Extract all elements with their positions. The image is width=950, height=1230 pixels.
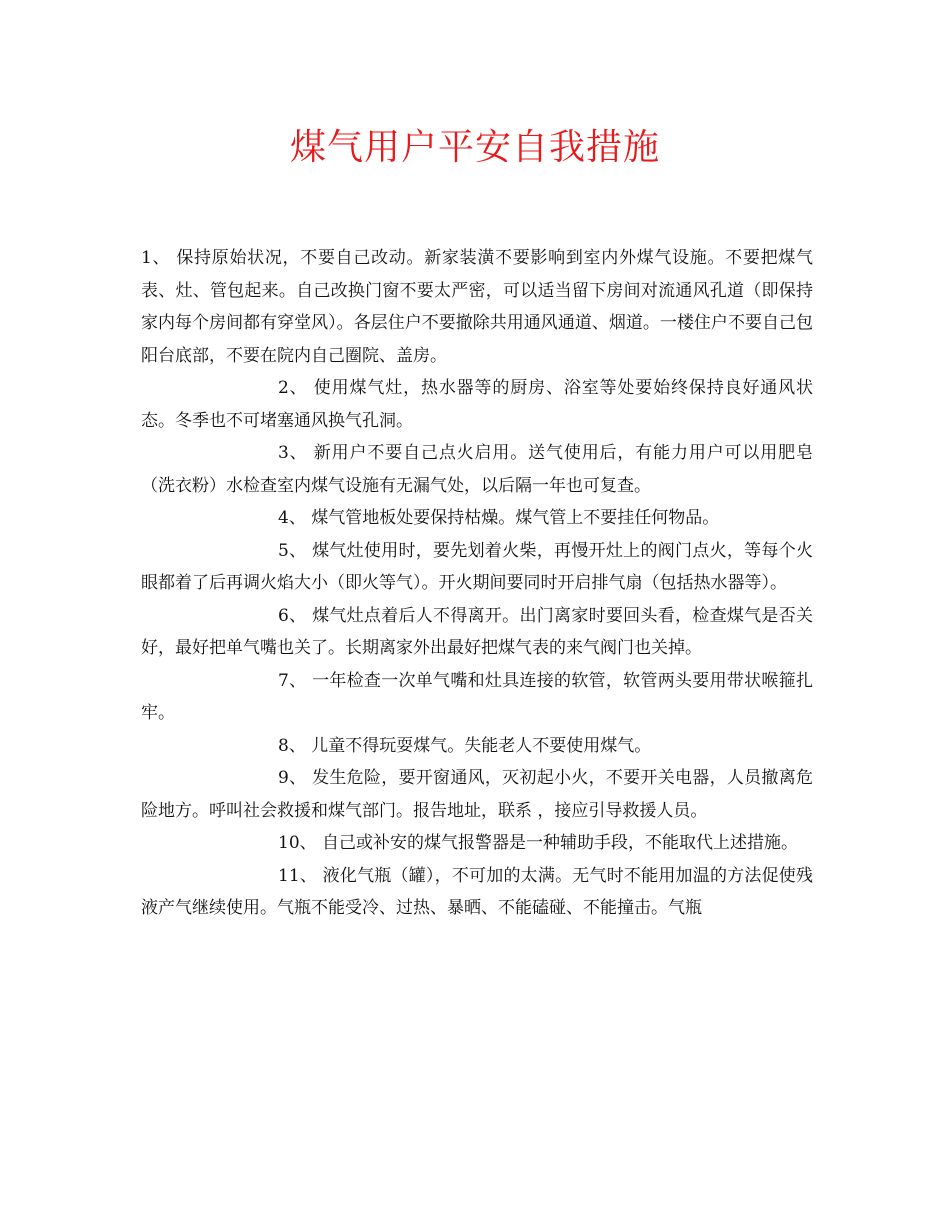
document-title: 煤气用户平安自我措施	[289, 127, 660, 168]
paragraph-11: 11、 液化气瓶（罐），不可加的太满。无气时不能用加温的方法促使残液产气继续使用。气瓶不能受冷、过热、暴晒、不能磕碰、不能撞击。气瓶	[141, 865, 813, 918]
paragraph-9: 9、 发生危险，要开窗通风，灭初起小火，不要开关电器，人员撤离危险地方。呼叫社会救援和煤气部门。报告地址，联系 ，接应引导救援人员。	[141, 768, 813, 821]
paragraph-1: 1、 保持原始状况，不要自己改动。新家装潢不要影响到室内外煤气设施。不要把煤气表、灶、管包起来。自己改换门窗不要太严密，可以适当留下房间对流通风孔道（即保持家内每个房间都有穿堂风）。各层住户不要撤除共用通风通道、烟道。一楼住户不要自己包阳台底部，不要在院内自己圈院、盖房。	[141, 248, 813, 366]
paragraph-2: 2、 使用煤气灶，热水器等的厨房、浴室等处要始终保持良好通风状态。冬季也不可堵塞通风换气孔洞。	[141, 378, 813, 431]
paragraph-10: 10、 自己或补安的煤气报警器是一种辅助手段，不能取代上述措施。	[278, 833, 799, 853]
paragraph-3: 3、 新用户不要自己点火启用。送气使用后，有能力用户可以用肥皂（洗衣粉）水检查室内煤气设施有无漏气处，以后隔一年也可复查。	[141, 443, 813, 496]
paragraph-7: 7、 一年检查一次单气嘴和灶具连接的软管，软管两头要用带状喉箍扎牢。	[141, 670, 813, 723]
paragraph-5: 5、 煤气灶使用时，要先划着火柴，再慢开灶上的阀门点火，等每个火眼都着了后再调火焰大小（即火等气）。开火期间要同时开启排气扇（包括热水器等）。	[141, 540, 813, 593]
paragraph-8: 8、 儿童不得玩耍煤气。失能老人不要使用煤气。	[278, 735, 652, 756]
document-body	[141, 242, 813, 925]
paragraph-4: 4、 煤气管地板处要保持枯燥。煤气管上不要挂任何物品。	[278, 508, 720, 528]
paragraph-6: 6、 煤气灶点着后人不得离开。出门离家时要回头看，检查煤气是否关好，最好把单气嘴也关了。长期离家外出最好把煤气表的来气阀门也关掉。	[141, 605, 813, 658]
